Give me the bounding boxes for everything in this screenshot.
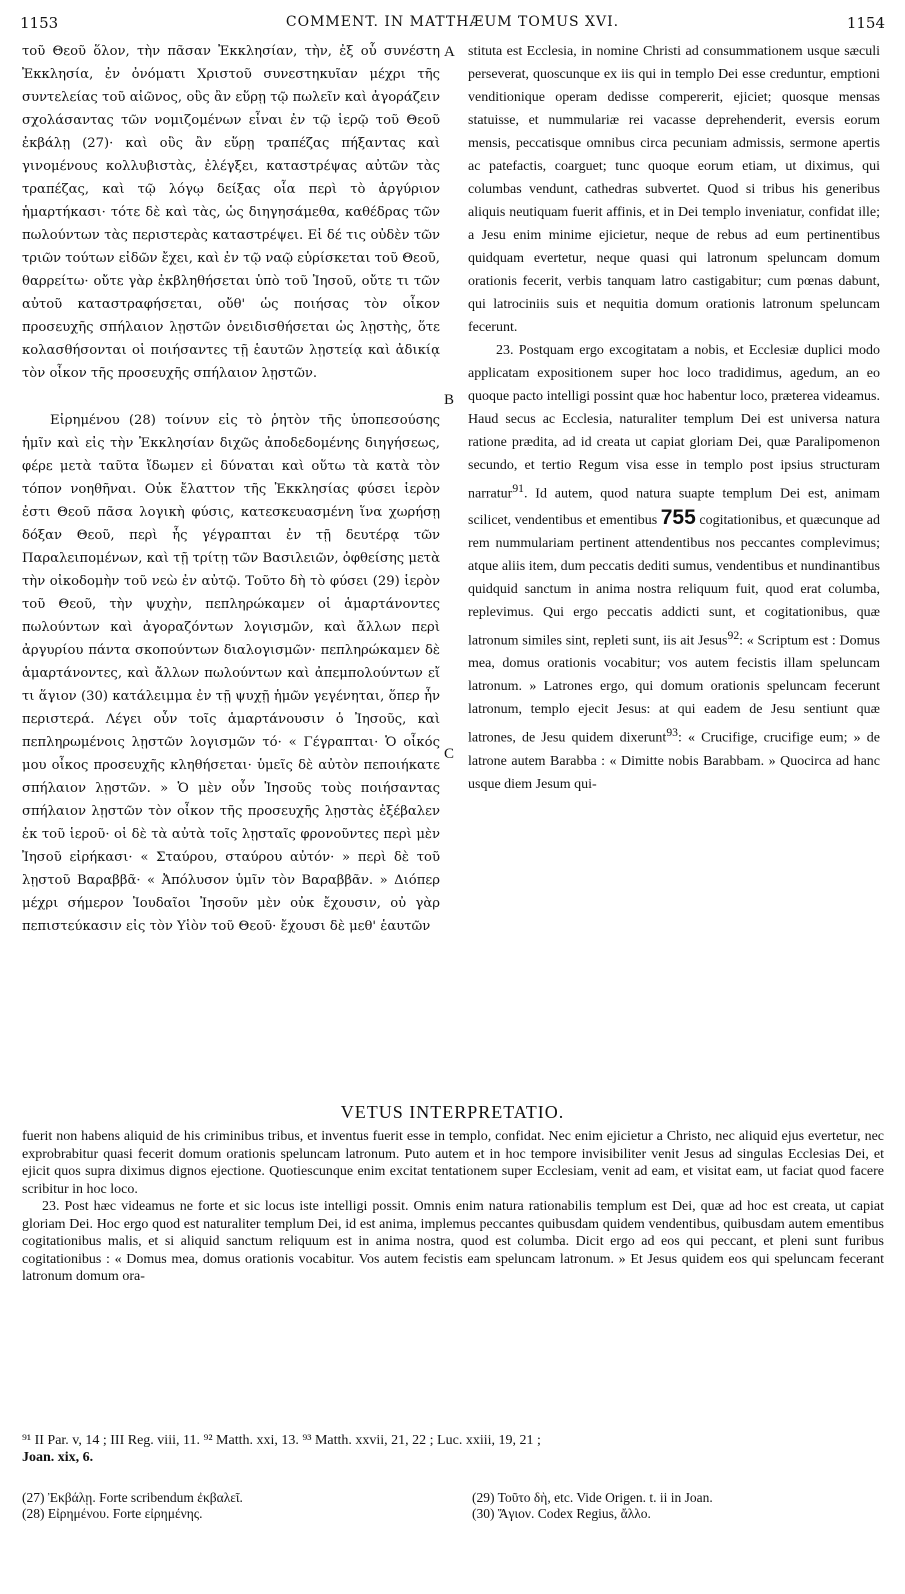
section-marker-b: B bbox=[444, 392, 455, 408]
page-number-right: 1154 bbox=[846, 14, 885, 32]
latin-text: : « Crucifige, crucifige eum; » de latrone autem Barabba : « Dimitte nobis Barabbam. » Quocirca ad hanc usque diem Jesum qui- bbox=[468, 730, 880, 792]
scripture-references-line-1: ⁹¹ II Par. v, 14 ; III Reg. viii, 11. ⁹² Matth. xxi, 13. ⁹³ Matth. xxvii, 21, 22 ; Luc. xxiii, 19, 21 ; bbox=[22, 1433, 541, 1448]
footnote-ref-93: 93 bbox=[666, 726, 678, 740]
latin-paragraph-2 bbox=[468, 339, 880, 796]
footnote-30: (30) Ἅγιον. Codex Regius, ἄλλο. bbox=[472, 1506, 651, 1521]
footnote-28: (28) Εἰρημένου. Forte εἰρημένης. bbox=[22, 1506, 203, 1521]
section-marker-a: A bbox=[444, 44, 455, 60]
footnotes-right bbox=[472, 1490, 884, 1522]
section-marker-c: C bbox=[444, 746, 455, 762]
running-title: COMMENT. IN MATTHÆUM TOMUS XVI. bbox=[285, 14, 620, 30]
footnote-ref-91: 91 bbox=[512, 482, 524, 495]
footnote-ref-92: 92 bbox=[727, 628, 740, 642]
footnote-27: (27) Ἐκβάλῃ. Forte scribendum ἐκβαλεῖ. bbox=[22, 1490, 243, 1505]
scripture-references bbox=[22, 1432, 884, 1466]
greek-paragraph-1: τοῦ Θεοῦ ὅλον, τὴν πᾶσαν Ἐκκλησίαν, τὴν, ἐξ οὗ συνέστη Ἐκκλησία, ἐν ὀνόματι Χριστοῦ συνεστηκυῖαν μέχρι τῆς συντελείας τοῦ αἰῶνος, οὓς ἂν εὕρῃ τῷ πωλεῖν καὶ ἀγοράζειν σχολάσαντας τῶν νομιζομένων εἶναι ἐν τῷ ἱερῷ τοῦ Θεοῦ ἐκβάλῃ (27)· καὶ οὓς ἂν εὕρῃ τραπέζας πήξαντας καὶ γινομένους κολλυβιστὰς, ἐλέγξει, καταστρέψας αὐτῶν τὰς τραπέζας, καὶ τῷ λόγῳ δείξας οἷα περὶ τὸ ἀργύριον ἡμαρτήκασι· τότε δὲ καὶ τὰς, ὡς διηγησάμεθα, καθέδρας τῶν πωλούντων τὰς περιστερὰς καταστρέψει. Εἰ δέ τις οὐδὲν τῶν τριῶν τούτων εἰδῶν ἔχει, καὶ ἐν τῷ ναῷ εὑρίσκεται τοῦ Θεοῦ, θαρρείτω· οὔτε γὰρ ἐκβληθήσεται ὑπὸ τοῦ Ἰησοῦ, οὔτε τι τῶν αὐτοῦ καταστραφήσεται, οὔθ' ὡς ποιήσας τὸν οἶκον προσευχῆς σπήλαιον λῃστῶν ὀνειδισθήσεται ὡς λῃστὴς, ὅτε κολασθήσονται οἱ ποιήσαντες τῇ ἑαυτῶν λῃστείᾳ καὶ ἀδικίᾳ τὸν οἶκον τῆς προσευχῆς σπήλαιον λῃστῶν. bbox=[22, 44, 440, 381]
latin-paragraph-1: stituta est Ecclesia, in nomine Christi ad consummationem usque sæculi perseverat, quoscunque ex iis qui in templo Dei esse creduntur, emptioni venditionique operam dedisse compererit, ejiciet; quosque mensas statuisse, et nummulariæ rei vacasse deprehenderit, eversis eorum mensis, peccatisque omnibus circa pecuniam admissis, sermone apertis ac patefactis, coarguet; tunc quoque eorum etiam, ut diximus, qui columbas vendunt, cathedras subvertet. Quod si tribus his generibus aliquis neutiquam fuerit affinis, et in Dei templo inveniatur, confidat ille; a Jesu enim minime ejicietur, neque de rebus ad eum pertinentibus quidquam evertetur, neque quasi qui latronum speluncam domum orationis fecerit, verbis tanquam latro castigabitur; cum pœnas dabunt, qui latrociniis suis et nequitia domum orationis latronum speluncam fecerunt. bbox=[468, 44, 880, 335]
vetus-paragraph-1: fuerit non habens aliquid de his criminibus tribus, et inventus fuerit esse in templo, confidat. Nec enim ejicietur a Christo, nec aliquid ejus evertetur, nec exprobrabitur quasi fecerit domum orationis speluncam latronum. Puto autem et in hoc tempore invisibiliter venit Jesus ad singulas Ecclesias Dei, et ejicit quos supra diximus dignos ejectione. Quotiescunque enim excitat tentationem super Ecclesiam, venit ad eam, et visitat eam, ut faciat quod facere scribitur in hoc loco. bbox=[22, 1129, 884, 1197]
latin-column bbox=[468, 40, 880, 796]
footnotes-left bbox=[22, 1490, 442, 1522]
page-number-left: 1153 bbox=[20, 14, 59, 32]
latin-text: . Id autem, quod natura suapte templum Dei est, animam scilicet, vendentibus et ementibus bbox=[468, 486, 880, 528]
latin-text: : « Scriptum est : Domus mea, domus orationis vocabitur; vos autem fecistis illam speluncam latronum. » Latrones ergo, qui domum orationis speluncam fecerunt latronum, templo ejecit Jesus: at qui eadem de Jesu sentiunt quæ latrones, de Jesu quidem dixerunt bbox=[468, 633, 880, 746]
greek-paragraph-2: Εἰρημένου (28) τοίνυν εἰς τὸ ῥητὸν τῆς ὑποπεσούσης ἡμῖν καὶ εἰς τὴν Ἐκκλησίαν διχῶς ἀποδεδομένης διηγήσεως, φέρε μετὰ ταῦτα ἴδωμεν εἰ δύναται καὶ οὕτω τὰ κατὰ τὸν τόπον νοηθῆναι. Οὐκ ἔλαττον τῆς Ἐκκλησίας φύσει ἱερὸν ἐστι Θεοῦ πᾶσα λογικὴ φύσις, κατεσκευασμένη ἵνα χωρήσῃ δόξαν Θεοῦ, περὶ ἧς γέγραπται ἐν τῇ δευτέρᾳ τῶν Παραλειπομένων, καὶ τῇ τρίτῃ τῶν Βασιλειῶν, ὀφθείσης μετὰ τὴν οἰκοδομὴν τοῦ νεὼ ἐν αὐτῷ. Τοῦτο δὴ τὸ φύσει (29) ἱερὸν τοῦ Θεοῦ, τὴν ψυχὴν, πεπληρώκαμεν οἱ ἁμαρτάνοντες πωλούντων καὶ ἀγοραζόντων λογισμῶν, καὶ ἄλλων περὶ ἀργυρίου πάντα σκοπούντων διαλογισμῶν· πεπληρώκαμεν δὲ ἁμαρτάνοντες, καὶ ἄλλων πωλούντων καὶ ἀπεμπολούντων εἴ τι ἅγιον (30) κατάλειμμα ἐν τῇ ψυχῇ ἡμῶν γεγένηται, ὅπερ ἦν περιστερά. Λέγει οὖν τοῖς ἁμαρτάνουσιν ὁ Ἰησοῦς, καὶ πεπληρωμένοις λῃστῶν λογισμῶν τό· « Γέγραπται· Ὁ οἶκός μου οἶκος προσευχῆς κληθήσεται· ὑμεῖς δὲ αὐτὸν πεποιήκατε σπήλαιον λῃστῶν. » Ὁ μὲν οὖν Ἰησοῦς τοὺς ποιήσαντας σπήλαιον λῃστῶν τὸν οἶκον τῆς προσευχῆς λῃστὰς ἐξέβαλεν ἐκ τοῦ ἱεροῦ· οἱ δὲ τὰ αὐτὰ τοῖς λῃσταῖς φρονοῦντες περὶ μὲν Ἰησοῦ εἰρήκασι· « Σταύρου, σταύρου αὐτόν· » περὶ δὲ τοῦ λῃστοῦ Βαραββᾶ· « Ἀπόλυσον ὑμῖν τὸν Βαραββᾶν. » Διόπερ μέχρι σήμερον Ἰουδαῖοι Ἰησοῦν μὲν οὐκ ἔχουσιν, οὐ γὰρ πεπιστεύκασιν εἰς τὸν Υἱὸν τοῦ Θεοῦ· ἔχουσι δὲ μεθ' ἑαυτῶν bbox=[22, 413, 440, 934]
latin-text: cogitationibus, et quæcunque ad rem nummulariam pertinent attendentibus nos peccantes complevimus; atque aliis item, dum peccatis dediti sumus, vendentibus et nundinantibus quidquid sanctum in anima nostra reliquum fuit, quod erat columba, replevimus. Qui ergo peccatis addicti sunt, et cogitationibus, quæ latronum similes sint, repleti sunt, iis ait Jesus bbox=[468, 512, 880, 649]
scripture-references-line-2: Joan. xix, 6. bbox=[22, 1450, 94, 1465]
vetus-interpretatio-title: VETUS INTERPRETATIO. bbox=[340, 1102, 565, 1122]
latin-text: 23. Postquam ergo excogitatam a nobis, et Ecclesiæ duplici modo applicatam expositionem super hoc loco tradidimus, agedum, an eo quoque pacto intelligi possint quæ hoc habentur loco, præterea videamus. Haud secus ac Ecclesia, naturaliter templum Dei est universa natura ratione prædita, ad id creata ut capiat gloriam Dei, quæ Paralipomenon secundo, et tertio Regum visa esse in templo post ipsius structuram narratur bbox=[468, 343, 880, 502]
vetus-paragraph-2: 23. Post hæc videamus ne forte et sic locus iste intelligi possit. Omnis enim natura rationabilis templum est Dei, quæ ad hoc est creata, ut capiat gloriam Dei. Hoc ergo quod est naturaliter templum Dei, id est anima, implemus peccantes quibusdam quidem vendentibus, quibusdam autem ementibus cogitationibus malis, et si aliquid sanctum reliquum est in anima nostra, quod est columba. Dicit ergo ad eos qui peccant, et pleni sunt furibus cogitationibus : « Domus mea, domus orationis vocabitur. Vos autem fecistis eam speluncam latronum. » Et Jesus quidem eos qui speluncam fecerant latronum domum ora- bbox=[22, 1199, 884, 1284]
footnote-29: (29) Τοῦτο δὴ, etc. Vide Origen. t. ii in Joan. bbox=[472, 1490, 713, 1505]
greek-column bbox=[22, 40, 440, 938]
edition-page-number: 755 bbox=[660, 505, 696, 529]
page-header bbox=[20, 14, 885, 34]
vetus-interpretatio-text bbox=[22, 1128, 884, 1286]
